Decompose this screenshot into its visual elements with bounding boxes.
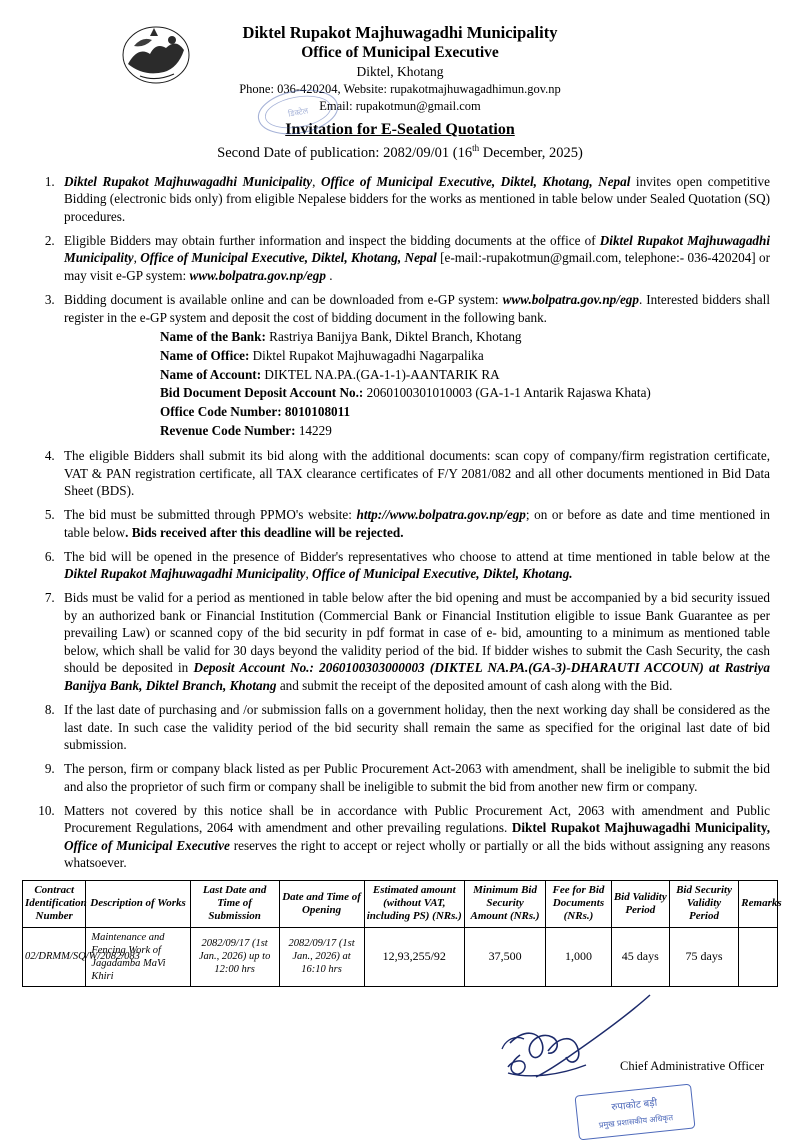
clause-10-text-1: Matters not covered by this notice shall be in accordance with Public Procurement Act, 2063 with amendment and Public Procurement Regulations, 2064 with amendment and other prevailing regulations. <box>64 802 770 836</box>
bank-detail-row <box>160 422 770 441</box>
clause-1-org: Diktel Rupakot Majhuwagadhi Municipality <box>64 173 313 189</box>
clause-7 <box>58 589 770 694</box>
clause-2 <box>58 232 770 285</box>
cell-contract-id: 02/DRMM/SQ/W/2082/083 <box>23 927 86 987</box>
quotation-table <box>22 880 782 987</box>
bank-detail-row <box>160 384 770 403</box>
official-stamp <box>573 1080 698 1144</box>
clause-3 <box>58 291 770 441</box>
clause-5-text-2: ; on or before as date and time mentioned in table below <box>64 507 770 540</box>
col-last-date: Last Date and Time of Submission <box>190 881 279 928</box>
clause-2-egp-url: www.bolpatra.gov.np/egp <box>189 267 326 283</box>
clause-10-office: Office of Municipal Executive <box>64 837 230 853</box>
clause-1 <box>58 173 770 226</box>
clause-2-office: Office of Municipal Executive, Diktel, Khotang, Nepal <box>140 250 437 266</box>
cell-bid-security: 37,500 <box>465 927 546 987</box>
col-security-validity: Bid Security Validity Period <box>669 881 739 928</box>
clause-2-org: Diktel Rupakot Majhuwagadhi Municipality <box>64 232 770 266</box>
bank-detail-row <box>160 328 770 347</box>
office-email: Email: rupakotmun@gmail.com <box>319 99 481 114</box>
clause-10-org: Diktel Rupakot Majhuwagadhi Municipality, <box>511 820 770 836</box>
document-body <box>30 173 770 872</box>
clause-2-text-3: . <box>325 267 333 283</box>
bank-detail-row <box>160 403 770 422</box>
clause-10 <box>58 802 770 872</box>
svg-text:डिक्टेल: डिक्टेल <box>287 106 309 119</box>
office-code-value: 8010108011 <box>284 404 351 419</box>
col-bid-security: Minimum Bid Security Amount (NRs.) <box>465 881 546 928</box>
signatory-title: Chief Administrative Officer <box>620 1059 765 1074</box>
cell-open-date: 2082/09/17 (1st Jan., 2026) at 16:10 hrs <box>279 927 364 987</box>
bank-name-value: Rastriya Banijya Bank, Diktel Branch, Khotang <box>269 329 522 345</box>
clause-1-sep: , <box>312 173 321 189</box>
document-title: Invitation for E-Sealed Quotation <box>285 121 515 139</box>
clause-7-text-2: and submit the receipt of the deposited amount of cash along with the Bid. <box>276 678 673 694</box>
document-header <box>0 0 800 163</box>
revenue-code-label: Revenue Code Number: <box>160 422 296 438</box>
clause-list <box>30 173 770 872</box>
clause-6 <box>58 548 770 583</box>
account-name-value: DIKTEL NA.PA.(GA-1-1)-AANTARIK RA <box>264 366 500 382</box>
cell-bid-validity: 45 days <box>611 927 669 987</box>
office-name: Office of Municipal Executive <box>301 44 499 62</box>
publication-date <box>0 143 800 163</box>
col-fee: Fee for Bid Documents (NRs.) <box>546 881 612 928</box>
cell-last-date: 2082/09/17 (1st Jan., 2026) up to 12:00 hrs <box>190 927 279 987</box>
cell-description: Maintenance and Fencing Work of Jagadamba MaVi Khiri <box>86 927 190 987</box>
clause-5 <box>58 506 770 541</box>
deposit-account-value: 2060100301010003 (GA-1-1 Antarik Rajaswa Khata) <box>366 385 651 401</box>
deposit-account-label: Bid Document Deposit Account No.: <box>160 385 364 401</box>
office-name-value: Diktel Rupakot Majhuwagadhi Nagarpalika <box>252 347 484 363</box>
bank-name-label: Name of the Bank: <box>160 329 266 345</box>
bank-detail-row <box>160 366 770 385</box>
col-bid-validity: Bid Validity Period <box>611 881 669 928</box>
bank-details-block <box>160 328 770 440</box>
col-description: Description of Works <box>86 881 190 928</box>
col-contract-id: Contract Identification Number <box>23 881 86 928</box>
office-code-label: Office Code Number: <box>160 404 282 419</box>
quotation-table-container <box>22 880 782 987</box>
clause-8: 8. If the last date of purchasing and /or submission falls on a government holiday, then the next working day shall be considered as the last date. In such case the validity period of the bid security shall remain the same as specified for the original last date of bid submission. <box>58 701 770 754</box>
office-place: Diktel, Khotang <box>356 64 444 80</box>
col-remarks: Remarks <box>739 881 778 928</box>
publication-date-superscript: th <box>472 143 480 154</box>
clause-5-text-1: The bid must be submitted through PPMO's website: <box>64 507 357 523</box>
clause-10-text-2: reserves the right to accept or reject wholly or partially or all the bids without assigning any reasons whatsoever. <box>64 837 770 871</box>
clause-2-text-1: Eligible Bidders may obtain further information and inspect the bidding documents at the office of <box>64 232 600 248</box>
clause-5-text-3: . Bids received after this deadline will be rejected. <box>125 524 404 540</box>
clause-7-deposit-account: Deposit Account No.: 2060100303000003 (DIKTEL NA.PA.(GA-3)-DHARAUTI ACCOUN) at Rastriya Banijya Bank, Diktel Branch, Khotang <box>64 660 770 694</box>
signature-area <box>0 991 800 1130</box>
col-open-date: Date and Time of Opening <box>279 881 364 928</box>
clause-9: 9. The person, firm or company black listed as per Public Procurement Act-2063 with amendment, shall be ineligible to submit the bid and also the proprietor of such firm or company shall be ineligible to submit the bid from another new firm or company. <box>58 760 770 795</box>
clause-1-office: Office of Municipal Executive, Diktel, Khotang, Nepal <box>320 173 631 189</box>
clause-3-egp-url: www.bolpatra.gov.np/egp <box>502 291 639 307</box>
clause-4: 4. The eligible Bidders shall submit its bid along with the additional documents: scan copy of company/firm registration certificate, VAT & PAN registration certificate, all TAX clearance certificates of F/Y 2081/082 and all other documents mentioned in Bid Data Sheet (BDS). <box>58 447 770 500</box>
svg-text:रुपाकोट बड़ी: रुपाकोट बड़ी <box>610 1097 658 1114</box>
clause-5-ppmo-url: http://www.bolpatra.gov.np/egp <box>356 507 526 523</box>
office-stamp-icon <box>573 1080 698 1144</box>
revenue-code-value: 14229 <box>298 422 332 438</box>
svg-text:प्रमुख प्रशासकीय अधिकृत: प्रमुख प्रशासकीय अधिकृत <box>598 1113 674 1130</box>
clause-6-sep: , <box>305 566 313 582</box>
clause-6-text-1: The bid will be opened in the presence of Bidder's representatives who choose to attend at time mentioned in table below at the <box>64 548 770 564</box>
cell-remarks <box>739 927 778 987</box>
bank-detail-row <box>160 347 770 366</box>
office-contact: Phone: 036-420204, Website: rupakotmajhuwagadhimun.gov.np <box>239 82 561 97</box>
cell-estimated-amount: 12,93,255/92 <box>364 927 464 987</box>
clause-2-text-2: [e-mail:-rupakotmun@gmail.com, telephone:- 036-420204] or may visit e-GP system: <box>64 250 771 283</box>
clause-6-org: Diktel Rupakot Majhuwagadhi Municipality <box>64 566 306 582</box>
publication-date-suffix: December, 2025) <box>479 144 583 161</box>
office-name-label: Name of Office: <box>160 347 250 363</box>
table-header-row <box>23 881 778 928</box>
cell-fee: 1,000 <box>546 927 612 987</box>
table-row <box>23 927 778 987</box>
clause-6-office: Office of Municipal Executive, Diktel, Khotang. <box>312 566 573 582</box>
clause-7-text-1: Bids must be valid for a period as mentioned in table below after the bid opening and must be accompanied by a bid security issued by an authorized bank or Financial Institution (Commercial Bank or Financial Institution eligible to issue Bank Guarantee as per prevailing Law) or scanned copy of the bid security in pdf format in case of e- bid, amounting to a minimum as mentioned table below, which shall be valid for 30 days beyond the validity period of the bid. If bidder wishes to submit the Cash Security, the cash should be deposited in <box>64 590 770 676</box>
nepal-government-emblem-icon <box>120 24 192 86</box>
publication-date-prefix: Second Date of publication: 2082/09/01 (16 <box>217 144 473 161</box>
organization-name: Diktel Rupakot Majhuwagadhi Municipality <box>242 23 558 42</box>
account-name-label: Name of Account: <box>160 366 262 382</box>
clause-3-text-1: Bidding document is available online and can be downloaded from e-GP system: <box>64 291 503 307</box>
clause-1-text: invites open competitive Bidding (electronic bids only) from eligible Nepalese bidders for the works as mentioned in table below under Sealed Quotation (SQ) procedures. <box>64 173 771 224</box>
cell-security-validity: 75 days <box>669 927 739 987</box>
col-estimated-amount: Estimated amount (without VAT, including PS) (NRs.) <box>364 881 464 928</box>
clause-3-text-2: . Interested bidders shall register in the e-GP system and deposit the cost of bidding document in the following bank. <box>64 291 770 325</box>
clause-2-sep-1: , <box>133 250 141 266</box>
